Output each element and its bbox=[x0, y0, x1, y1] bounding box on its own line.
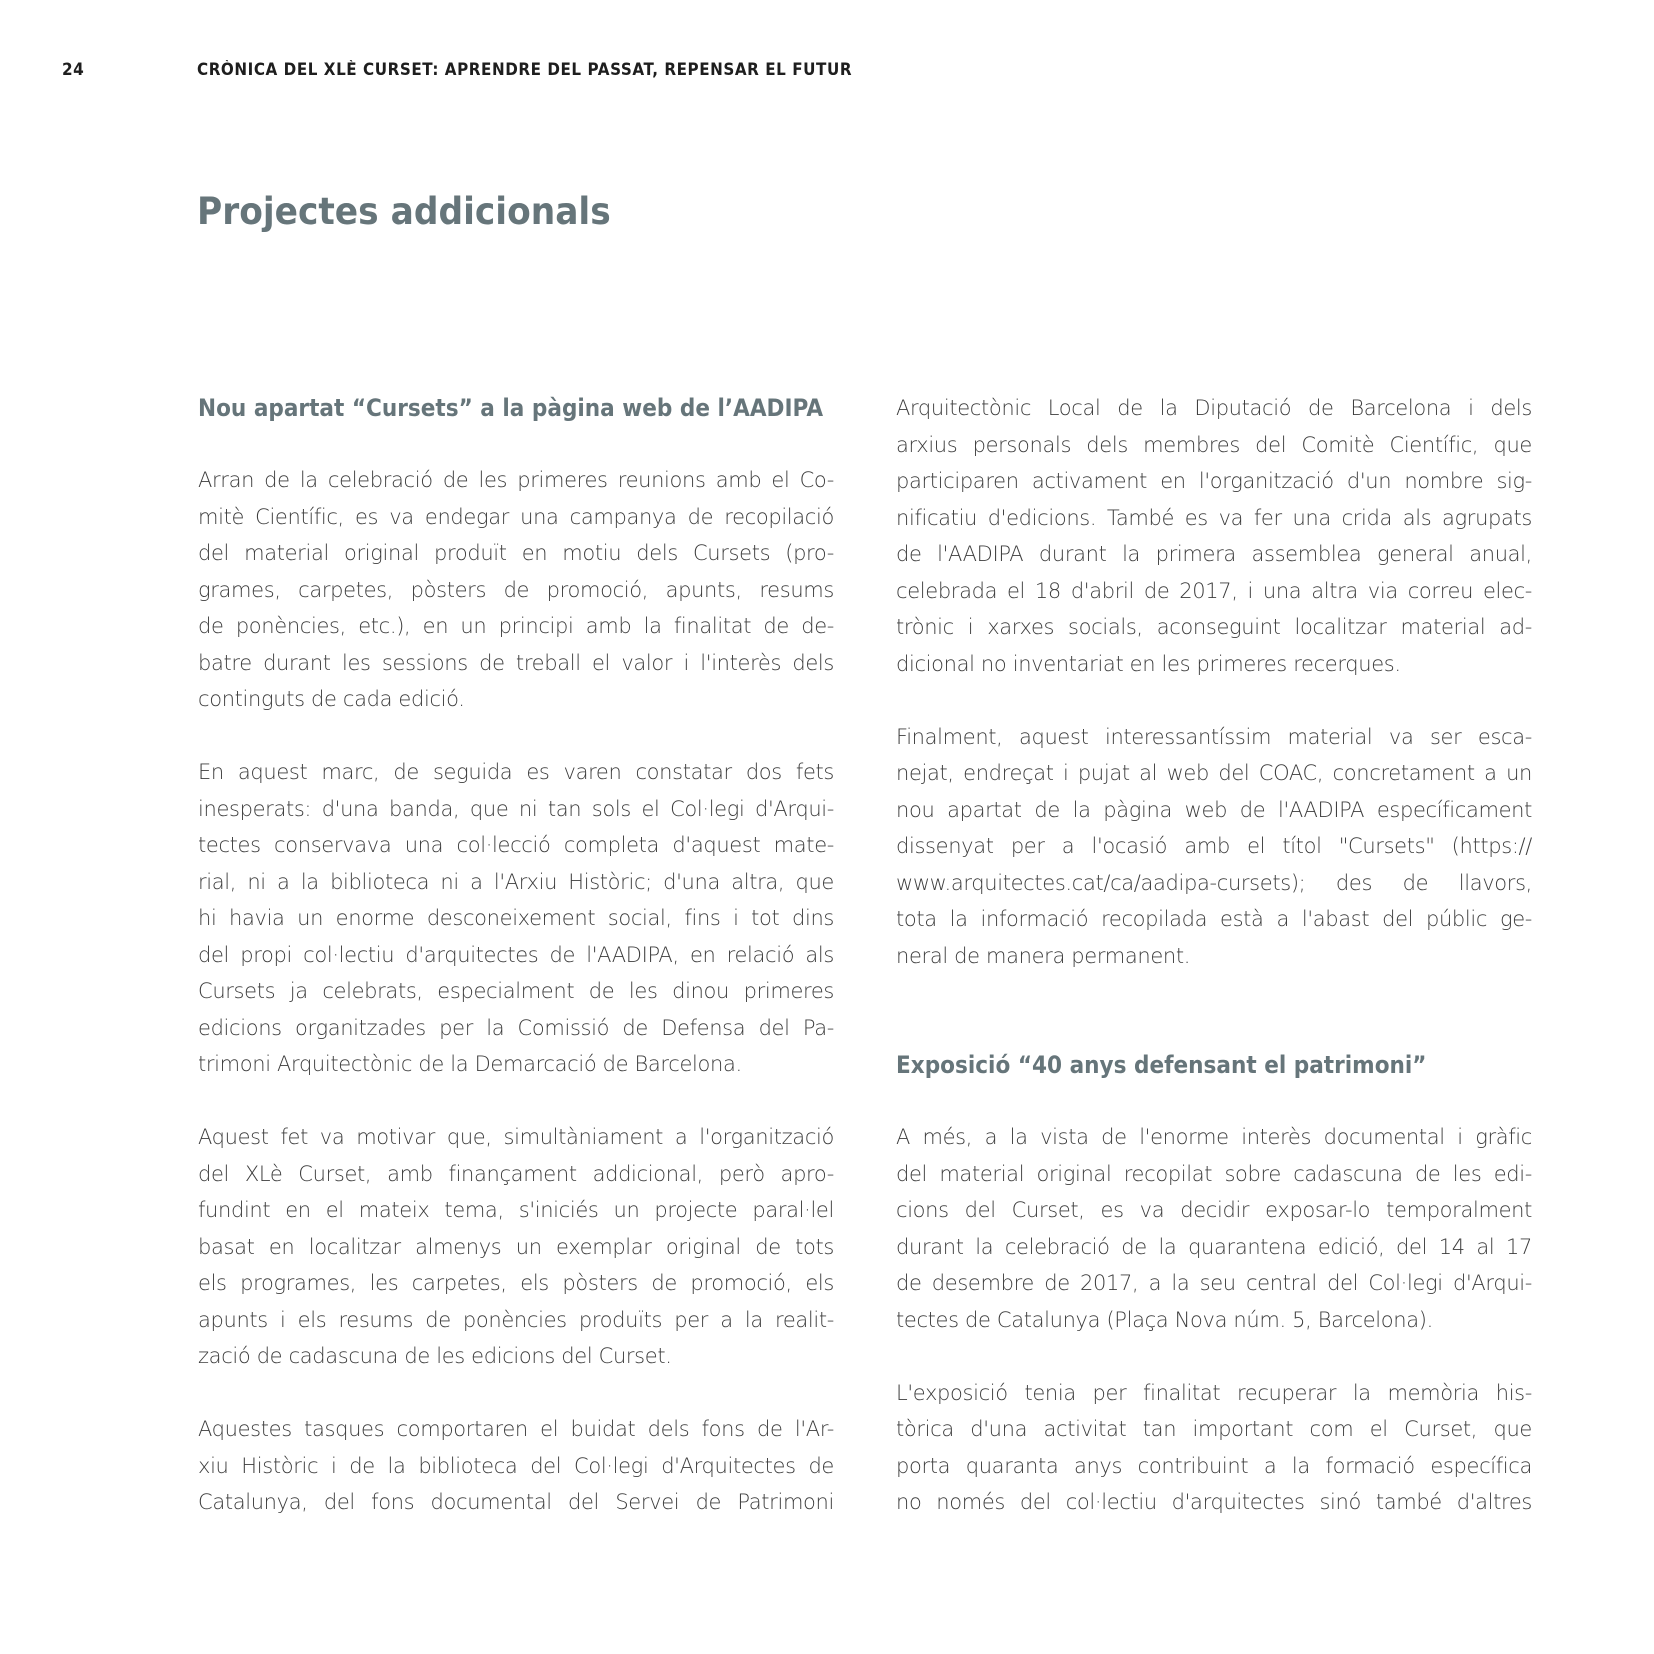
text-line: Finalment, aquest interessantíssim material va ser esca- bbox=[896, 724, 1532, 749]
text-line: Arran de la celebració de les primeres reunions amb el Co- bbox=[198, 468, 834, 492]
text-line: Aquestes tasques comportaren el buidat dels fons de l'Ar- bbox=[198, 1417, 834, 1441]
text-line: edicions organitzades per la Comissió de Defensa del Pa- bbox=[198, 1015, 834, 1040]
text-line: rial, ni a la biblioteca ni a l'Arxiu Històric; d'una altra, que bbox=[198, 869, 834, 894]
text-line: tectes conservava una col·lecció completa d'aquest mate- bbox=[198, 833, 834, 857]
page-number: 24 bbox=[62, 60, 85, 80]
text-line: Catalunya, del fons documental del Servei de Patrimoni bbox=[198, 1490, 834, 1514]
text-line: dicional no inventariat en les primeres recerques. bbox=[896, 651, 1401, 676]
text-line: xiu Històric i de la biblioteca del Col·legi d'Arquitectes de bbox=[198, 1453, 834, 1478]
text-line: de l'AADIPA durant la primera assemblea general anual, bbox=[896, 542, 1532, 566]
paragraph bbox=[198, 1119, 834, 1375]
paragraph bbox=[198, 754, 834, 1083]
paragraph bbox=[198, 462, 834, 718]
text-line: celebrada el 18 d'abril de 2017, i una altra via correu elec- bbox=[896, 578, 1532, 603]
text-line: de desembre de 2017, a la seu central del Col·legi d'Arqui- bbox=[896, 1271, 1532, 1295]
text-line: els programes, les carpetes, els pòsters de promoció, els bbox=[198, 1271, 834, 1295]
text-line: durant la celebració de la quarantena edició, del 14 al 17 bbox=[896, 1234, 1532, 1259]
text-line: cions del Curset, es va decidir exposar-lo temporalment bbox=[896, 1198, 1532, 1222]
paragraph bbox=[896, 719, 1532, 975]
text-line: continguts de cada edició. bbox=[198, 687, 465, 711]
text-line: mitè Científic, es va endegar una campanya de recopilació bbox=[198, 504, 834, 529]
text-line: basat en localitzar almenys un exemplar original de tots bbox=[198, 1234, 834, 1259]
text-line: trònic i xarxes socials, aconseguint localitzar material ad- bbox=[896, 615, 1532, 639]
text-line: del propi col·lectiu d'arquitectes de l'AADIPA, en relació als bbox=[198, 942, 834, 967]
text-line: inesperats: d'una banda, que ni tan sols el Col·legi d'Arqui- bbox=[198, 796, 834, 821]
text-line: tota la informació recopilada està a l'abast del públic ge- bbox=[896, 907, 1532, 931]
paragraph bbox=[198, 1411, 834, 1521]
text-line: tòrica d'una activitat tan important com el Curset, que bbox=[896, 1417, 1532, 1441]
text-line: nou apartat de la pàgina web de l'AADIPA específicament bbox=[896, 797, 1532, 822]
left-column bbox=[198, 390, 834, 1521]
text-line: batre durant les sessions de treball el valor i l'interès dels bbox=[198, 650, 834, 675]
text-line: dissenyat per a l'ocasió amb el títol "Cursets" (https:// bbox=[896, 834, 1532, 858]
text-line: del XLè Curset, amb finançament addicional, però apro- bbox=[198, 1161, 834, 1186]
text-line: Arquitectònic Local de la Diputació de Barcelona i dels bbox=[896, 396, 1532, 420]
text-line: www.arquitectes.cat/ca/aadipa-cursets); des de llavors, bbox=[896, 870, 1532, 895]
text-line: nejat, endreçat i pujat al web del COAC, concretament a un bbox=[896, 761, 1532, 785]
section-heading-cursets-web: Nou apartat “Cursets” a la pàgina web de l’AADIPA bbox=[198, 394, 824, 422]
text-line: del material original produït en motiu dels Cursets (pro- bbox=[198, 541, 834, 565]
text-line: nificatiu d'edicions. També es va fer una crida als agrupats bbox=[896, 505, 1532, 530]
text-line: tectes de Catalunya (Plaça Nova núm. 5, Barcelona). bbox=[896, 1307, 1433, 1332]
paragraph bbox=[896, 1119, 1532, 1338]
text-line: Cursets ja celebrats, especialment de les dinou primeres bbox=[198, 979, 834, 1003]
paragraph-continued bbox=[896, 390, 1532, 682]
text-line: del material original recopilat sobre cadascuna de les edi- bbox=[896, 1161, 1532, 1186]
text-line: de ponències, etc.), en un principi amb la finalitat de de- bbox=[198, 614, 834, 638]
text-line: porta quaranta anys contribuint a la formació específica bbox=[896, 1453, 1532, 1478]
text-line: participaren activament en l'organització d'un nombre sig- bbox=[896, 469, 1532, 493]
text-line: A més, a la vista de l'enorme interès documental i gràfic bbox=[896, 1125, 1532, 1149]
text-line: zació de cadascuna de les edicions del Curset. bbox=[198, 1344, 672, 1368]
right-column bbox=[896, 390, 1532, 1521]
running-header: CRÒNICA DEL XLÈ CURSET: APRENDRE DEL PASSAT, REPENSAR EL FUTUR bbox=[197, 60, 853, 79]
text-line: apunts i els resums de ponències produïts per a la realit- bbox=[198, 1307, 834, 1332]
text-line: arxius personals dels membres del Comitè Científic, que bbox=[896, 432, 1532, 457]
text-line: hi havia un enorme desconeixement social, fins i tot dins bbox=[198, 906, 834, 930]
paragraph bbox=[896, 1375, 1532, 1521]
text-line: neral de manera permanent. bbox=[896, 943, 1191, 968]
text-line: En aquest marc, de seguida es varen constatar dos fets bbox=[198, 760, 834, 784]
text-line: trimoni Arquitectònic de la Demarcació de Barcelona. bbox=[198, 1052, 742, 1076]
text-line: no només del col·lectiu d'arquitectes sinó també d'altres bbox=[896, 1490, 1532, 1514]
text-line: L'exposició tenia per finalitat recuperar la memòria his- bbox=[896, 1380, 1532, 1405]
page-title: Projectes addicionals bbox=[197, 190, 611, 233]
section-heading-exhibition: Exposició “40 anys defensant el patrimoni” bbox=[896, 1051, 1427, 1079]
text-line: grames, carpetes, pòsters de promoció, apunts, resums bbox=[198, 577, 834, 602]
text-line: fundint en el mateix tema, s'iniciés un projecte paral·lel bbox=[198, 1198, 834, 1222]
text-line: Aquest fet va motivar que, simultàniament a l'organització bbox=[198, 1125, 834, 1149]
